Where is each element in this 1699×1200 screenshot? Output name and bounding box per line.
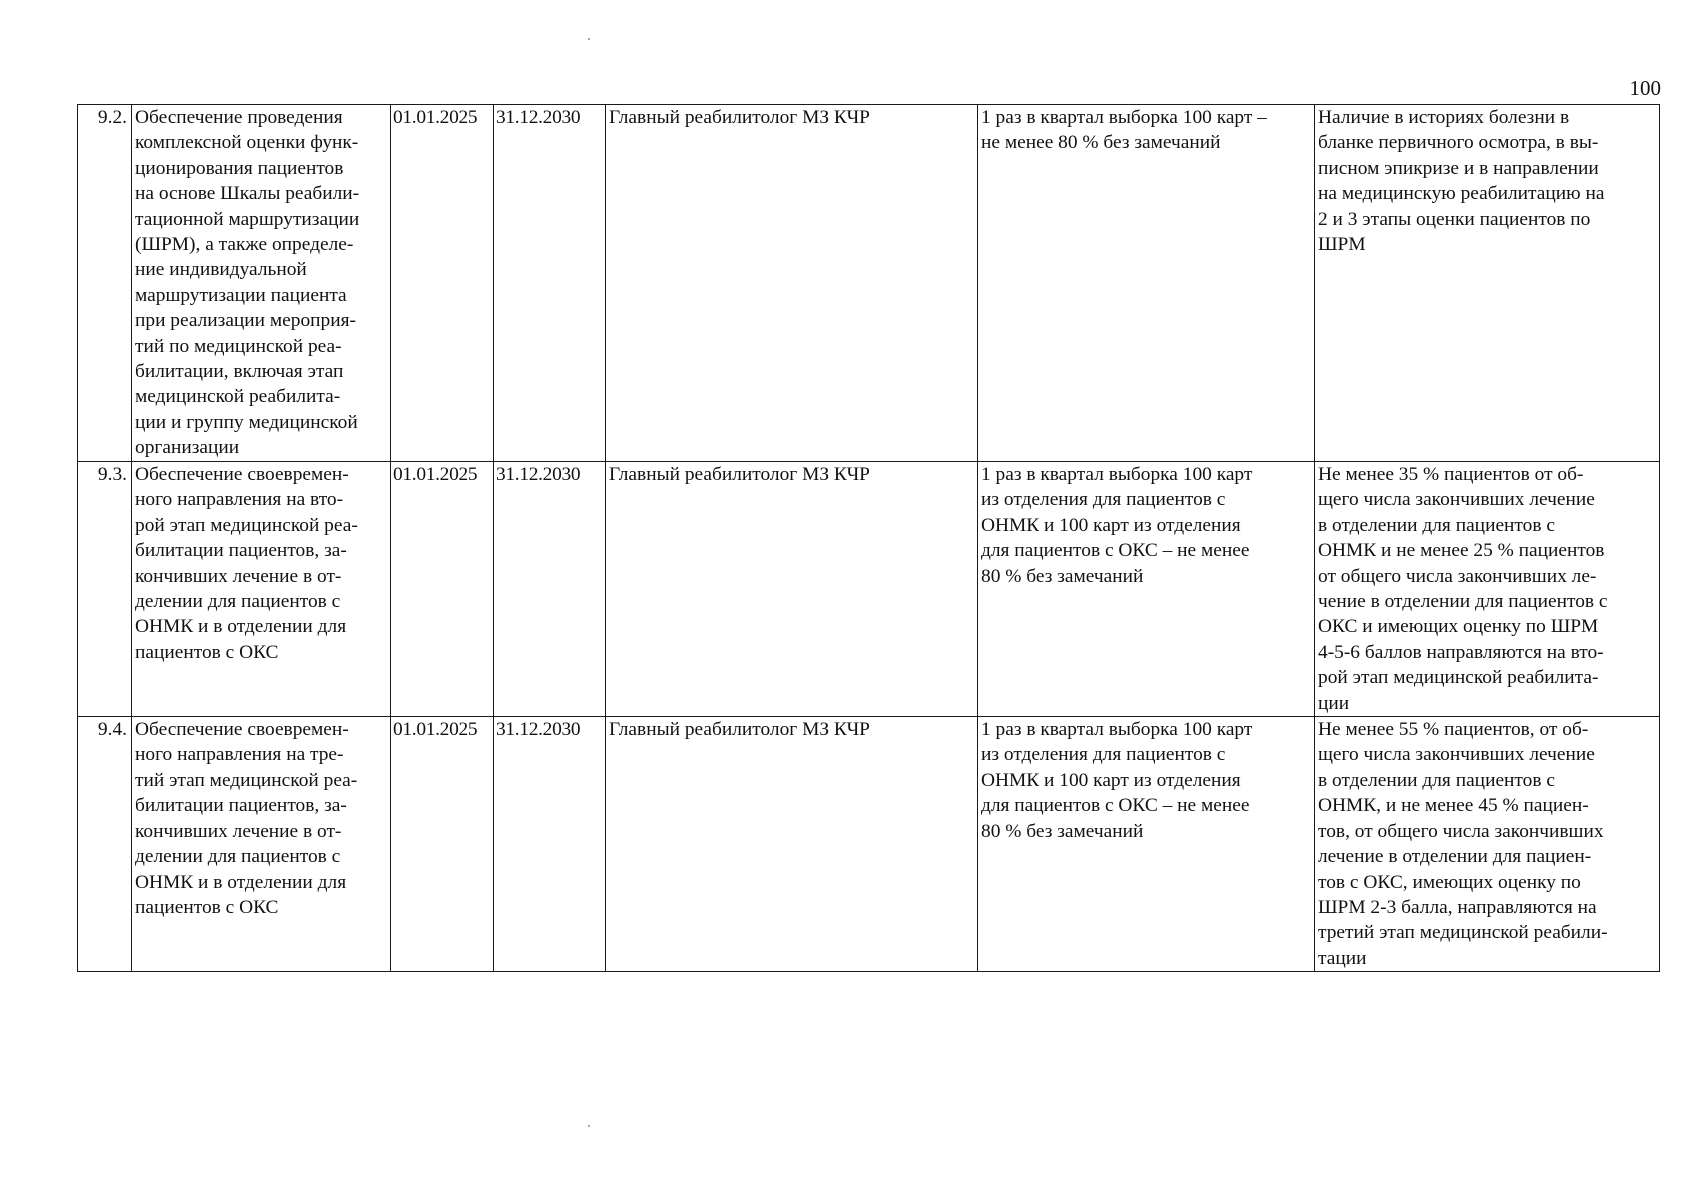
activity-cell bbox=[132, 717, 391, 972]
cell-text-line: ного направления на тре- bbox=[135, 744, 344, 766]
cell-text-line: Обеспечение своевремен- bbox=[135, 464, 349, 485]
activity-cell bbox=[132, 105, 391, 462]
cell-text-line: кончивших лечение в от- bbox=[135, 565, 342, 587]
cell-text-line: медицинской реабилита- bbox=[135, 386, 341, 408]
cell-text-line: Обеспечение проведения bbox=[135, 107, 343, 128]
control-cell bbox=[978, 462, 1315, 717]
cell-text-line: ШРМ 2-3 балла, направляются на bbox=[1318, 896, 1597, 918]
cell-text-line: ние индивидуальной bbox=[135, 259, 307, 281]
cell-text-line: 4-5-6 баллов направляются на вто- bbox=[1318, 641, 1604, 663]
cell-text-line: 80 % без замечаний bbox=[981, 820, 1144, 842]
cell-text-line: ОНМК и не менее 25 % пациентов bbox=[1318, 540, 1605, 562]
cell-text-line: билитации пациентов, за- bbox=[135, 795, 347, 817]
cell-text-line: 2 и 3 этапы оценки пациентов по bbox=[1318, 208, 1591, 230]
table-body bbox=[78, 105, 1660, 972]
cell-text-line: Наличие в историях болезни в bbox=[1318, 107, 1570, 128]
cell-text-line: ШРМ bbox=[1318, 234, 1366, 256]
measures-table bbox=[77, 104, 1660, 972]
responsible-cell bbox=[606, 462, 978, 717]
cell-text-line: ционирования пациентов bbox=[135, 157, 344, 179]
result-cell bbox=[1315, 462, 1660, 717]
cell-text-line: делении для пациентов с bbox=[135, 591, 341, 613]
row-number-cell: 9.3. bbox=[78, 462, 132, 717]
cell-text-line: бланке первичного осмотра, в вы- bbox=[1318, 132, 1599, 154]
cell-text-line: делении для пациентов с bbox=[135, 846, 341, 868]
cell-text-line: из отделения для пациентов с bbox=[981, 489, 1226, 511]
cell-text-line: Главный реабилитолог МЗ КЧР bbox=[609, 719, 870, 741]
cell-text-line: пациентов с ОКС bbox=[135, 896, 279, 918]
start-date-cell: 01.01.2025 bbox=[391, 462, 494, 717]
cell-text-line: тий по медицинской реа- bbox=[135, 335, 342, 357]
cell-text-line: пациентов с ОКС bbox=[135, 641, 279, 663]
cell-text-line: 80 % без замечаний bbox=[981, 565, 1144, 587]
cell-text-line: 1 раз в квартал выборка 100 карт bbox=[981, 464, 1253, 485]
table-row bbox=[78, 462, 1660, 717]
cell-text-line: организации bbox=[135, 437, 240, 459]
cell-text-line: щего числа закончивших лечение bbox=[1318, 744, 1595, 766]
cell-text-line: 1 раз в квартал выборка 100 карт – bbox=[981, 107, 1267, 128]
cell-text-line: тов с ОКС, имеющих оценку по bbox=[1318, 871, 1581, 893]
cell-text-line: Главный реабилитолог МЗ КЧР bbox=[609, 107, 870, 128]
cell-text-line: в отделении для пациентов с bbox=[1318, 769, 1555, 791]
start-date-cell: 01.01.2025 bbox=[391, 717, 494, 972]
cell-text-line: Главный реабилитолог МЗ КЧР bbox=[609, 464, 870, 485]
cell-text-line: для пациентов с ОКС – не менее bbox=[981, 540, 1250, 562]
control-cell bbox=[978, 717, 1315, 972]
cell-text-line: лечение в отделении для пациен- bbox=[1318, 846, 1592, 868]
row-number-cell: 9.4. bbox=[78, 717, 132, 972]
cell-text-line: ОНМК, и не менее 45 % пациен- bbox=[1318, 795, 1589, 817]
cell-text-line: Не менее 55 % пациентов, от об- bbox=[1318, 719, 1589, 741]
cell-text-line: тационной маршрутизации bbox=[135, 208, 360, 230]
cell-text-line: щего числа закончивших лечение bbox=[1318, 489, 1595, 511]
page-number: 100 bbox=[1629, 76, 1661, 100]
cell-text-line: Обеспечение своевремен- bbox=[135, 719, 349, 741]
cell-text-line: ОКС и имеющих оценку по ШРМ bbox=[1318, 616, 1599, 638]
cell-text-line: чение в отделении для пациентов с bbox=[1318, 591, 1608, 613]
cell-text-line: на медицинскую реабилитацию на bbox=[1318, 183, 1605, 205]
end-date-cell: 31.12.2030 bbox=[494, 717, 606, 972]
scan-speck bbox=[588, 1125, 590, 1127]
cell-text-line: тий этап медицинской реа- bbox=[135, 769, 358, 791]
cell-text-line: ОНМК и в отделении для bbox=[135, 616, 347, 638]
cell-text-line: кончивших лечение в от- bbox=[135, 820, 342, 842]
cell-text-line: Не менее 35 % пациентов от об- bbox=[1318, 464, 1584, 485]
cell-text-line: писном эпикризе и в направлении bbox=[1318, 157, 1599, 179]
control-cell bbox=[978, 105, 1315, 462]
activity-cell bbox=[132, 462, 391, 717]
scan-speck bbox=[588, 38, 590, 40]
cell-text-line: на основе Шкалы реабили- bbox=[135, 183, 360, 205]
cell-text-line: ОНМК и 100 карт из отделения bbox=[981, 514, 1241, 536]
cell-text-line: ции и группу медицинской bbox=[135, 411, 358, 433]
cell-text-line: ОНМК и 100 карт из отделения bbox=[981, 769, 1241, 791]
cell-text-line: билитации пациентов, за- bbox=[135, 540, 347, 562]
cell-text-line: от общего числа закончивших ле- bbox=[1318, 565, 1597, 587]
cell-text-line: для пациентов с ОКС – не менее bbox=[981, 795, 1250, 817]
cell-text-line: комплексной оценки функ- bbox=[135, 132, 359, 154]
end-date-cell: 31.12.2030 bbox=[494, 105, 606, 462]
start-date-cell: 01.01.2025 bbox=[391, 105, 494, 462]
cell-text-line: ного направления на вто- bbox=[135, 489, 344, 511]
result-cell bbox=[1315, 717, 1660, 972]
cell-text-line: (ШРМ), а также определе- bbox=[135, 234, 354, 256]
cell-text-line: тации bbox=[1318, 947, 1367, 969]
result-cell bbox=[1315, 105, 1660, 462]
cell-text-line: ОНМК и в отделении для bbox=[135, 871, 347, 893]
cell-text-line: в отделении для пациентов с bbox=[1318, 514, 1555, 536]
cell-text-line: маршрутизации пациента bbox=[135, 284, 347, 306]
cell-text-line: билитации, включая этап bbox=[135, 361, 344, 383]
row-number-cell: 9.2. bbox=[78, 105, 132, 462]
cell-text-line: при реализации мероприя- bbox=[135, 310, 357, 332]
cell-text-line: рой этап медицинской реа- bbox=[135, 514, 358, 536]
cell-text-line: третий этап медицинской реабили- bbox=[1318, 922, 1608, 944]
table-row bbox=[78, 717, 1660, 972]
cell-text-line: рой этап медицинской реабилита- bbox=[1318, 667, 1599, 689]
table-row bbox=[78, 105, 1660, 462]
cell-text-line: 1 раз в квартал выборка 100 карт bbox=[981, 719, 1253, 741]
responsible-cell bbox=[606, 105, 978, 462]
end-date-cell: 31.12.2030 bbox=[494, 462, 606, 717]
cell-text-line: не менее 80 % без замечаний bbox=[981, 132, 1221, 154]
responsible-cell bbox=[606, 717, 978, 972]
cell-text-line: ции bbox=[1318, 692, 1350, 714]
cell-text-line: из отделения для пациентов с bbox=[981, 744, 1226, 766]
cell-text-line: тов, от общего числа закончивших bbox=[1318, 820, 1604, 842]
